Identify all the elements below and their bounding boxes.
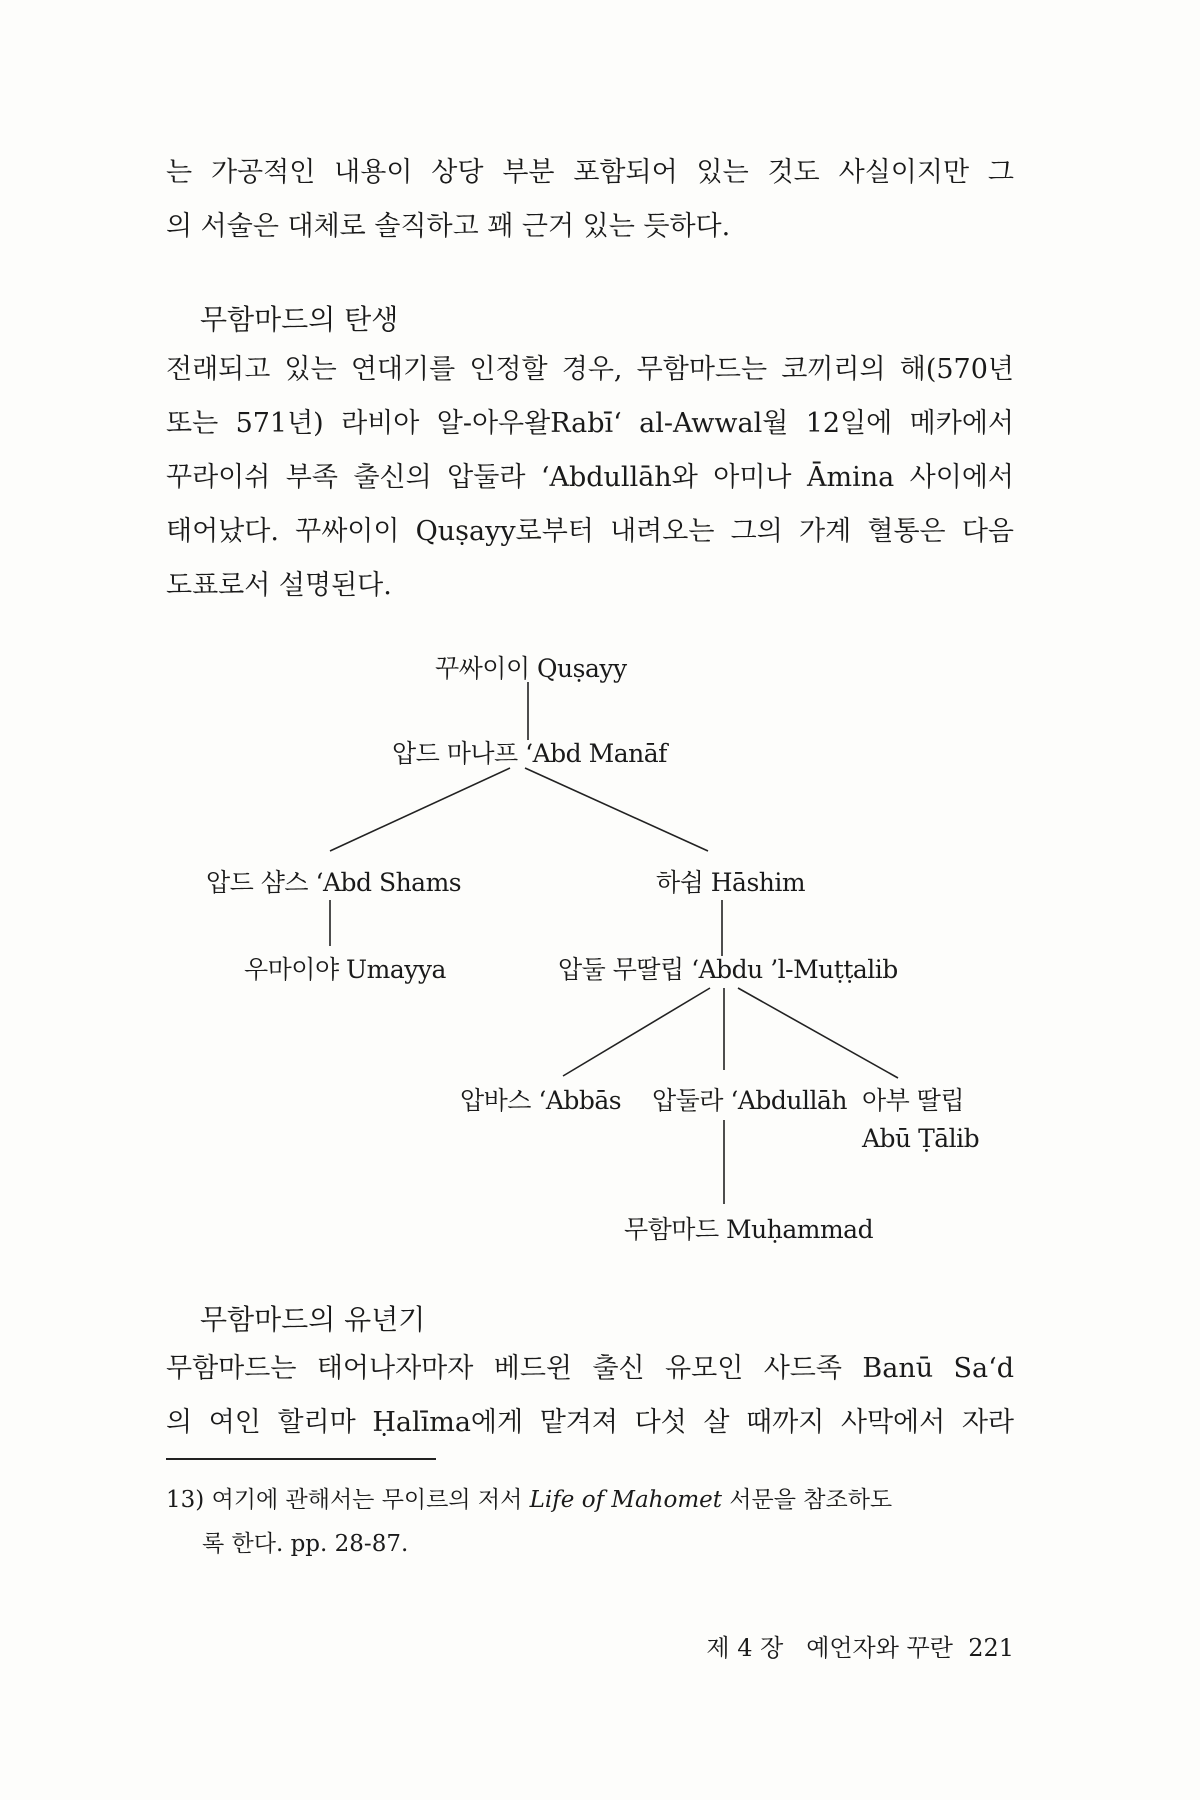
birth-line-4: 태어났다. 꾸싸이이 Quṣayy로부터 내려오는 그의 가계 혈통은 다음: [166, 516, 1014, 547]
tree-node-umayya: 우마이야 Umayya: [244, 955, 446, 984]
tree-node-abd-manaf: 압드 마나프 ‘Abd Manāf: [392, 739, 667, 768]
intro-line-1: 는 가공적인 내용이 상당 부분 포함되어 있는 것도 사실이지만 그: [166, 157, 1014, 188]
tree-node-abu-talib-ko: 아부 딸립: [862, 1086, 965, 1115]
birth-line-5: 도표로서 설명된다.: [166, 570, 392, 601]
running-footer: [706, 1628, 1014, 1663]
footer-page-number: 221: [968, 1634, 1014, 1662]
footnote-text-after: 서문을 참조하도: [729, 1487, 893, 1513]
footnote-text-before: 여기에 관해서는 무이르의 저서: [211, 1487, 523, 1513]
childhood-section-heading: 무함마드의 유년기: [200, 1303, 426, 1336]
footnote-divider: [166, 1458, 436, 1460]
birth-section-heading: 무함마드의 탄생: [200, 303, 399, 336]
connector-abdul-muttalib-abu-talib: [738, 988, 898, 1078]
tree-node-muhammad: 무함마드 Muḥammad: [624, 1215, 874, 1244]
tree-node-abu-talib-en: Abū Ṭālib: [862, 1124, 980, 1153]
tree-node-abbas: 압바스 ‘Abbās: [460, 1086, 622, 1115]
footer-chapter-title: 예언자와 꾸란: [806, 1634, 953, 1662]
footnote: [166, 1478, 1014, 1566]
tree-node-abdullah: 압둘라 ‘Abdullāh: [652, 1086, 848, 1115]
tree-node-hashim: 하쉼 Hāshim: [656, 868, 806, 897]
connector-abd-manaf-hashim: [525, 768, 708, 851]
childhood-line-2: 의 여인 할리마 Ḥalīma에게 맡겨져 다섯 살 때까지 사막에서 자라: [166, 1407, 1014, 1438]
tree-node-abd-shams: 압드 샴스 ‘Abd Shams: [206, 868, 462, 897]
birth-line-1: 전래되고 있는 연대기를 인정할 경우, 무함마드는 코끼리의 해(570년: [166, 354, 1014, 385]
connector-abdul-muttalib-abbas: [563, 988, 710, 1076]
intro-line-2: 의 서술은 대체로 솔직하고 꽤 근거 있는 듯하다.: [166, 211, 731, 242]
birth-line-2: 또는 571년) 라비아 알-아우왈Rabī‘ al-Awwal월 12일에 메카에서: [166, 408, 1014, 439]
footnote-book-title: Life of Mahomet: [529, 1487, 722, 1513]
tree-node-qusayy: 꾸싸이이 Quṣayy: [435, 654, 627, 683]
childhood-paragraph: [166, 1342, 1014, 1450]
footnote-number: 13): [166, 1487, 205, 1513]
tree-node-abdul-muttalib: 압둘 무딸립 ‘Abdu ’l-Muṭṭalib: [558, 955, 898, 984]
connector-abd-manaf-abd-shams: [330, 768, 510, 851]
birth-line-3: 꾸라이쉬 부족 출신의 압둘라 ‘Abdullāh와 아미나 Āmina 사이에서: [166, 462, 1014, 493]
footer-chapter: 제 4 장: [706, 1634, 784, 1662]
footnote-line-2: 록 한다. pp. 28-87.: [202, 1531, 409, 1557]
childhood-line-1: 무함마드는 태어나자마자 베드윈 출신 유모인 사드족 Banū Sa‘d: [166, 1353, 1014, 1384]
